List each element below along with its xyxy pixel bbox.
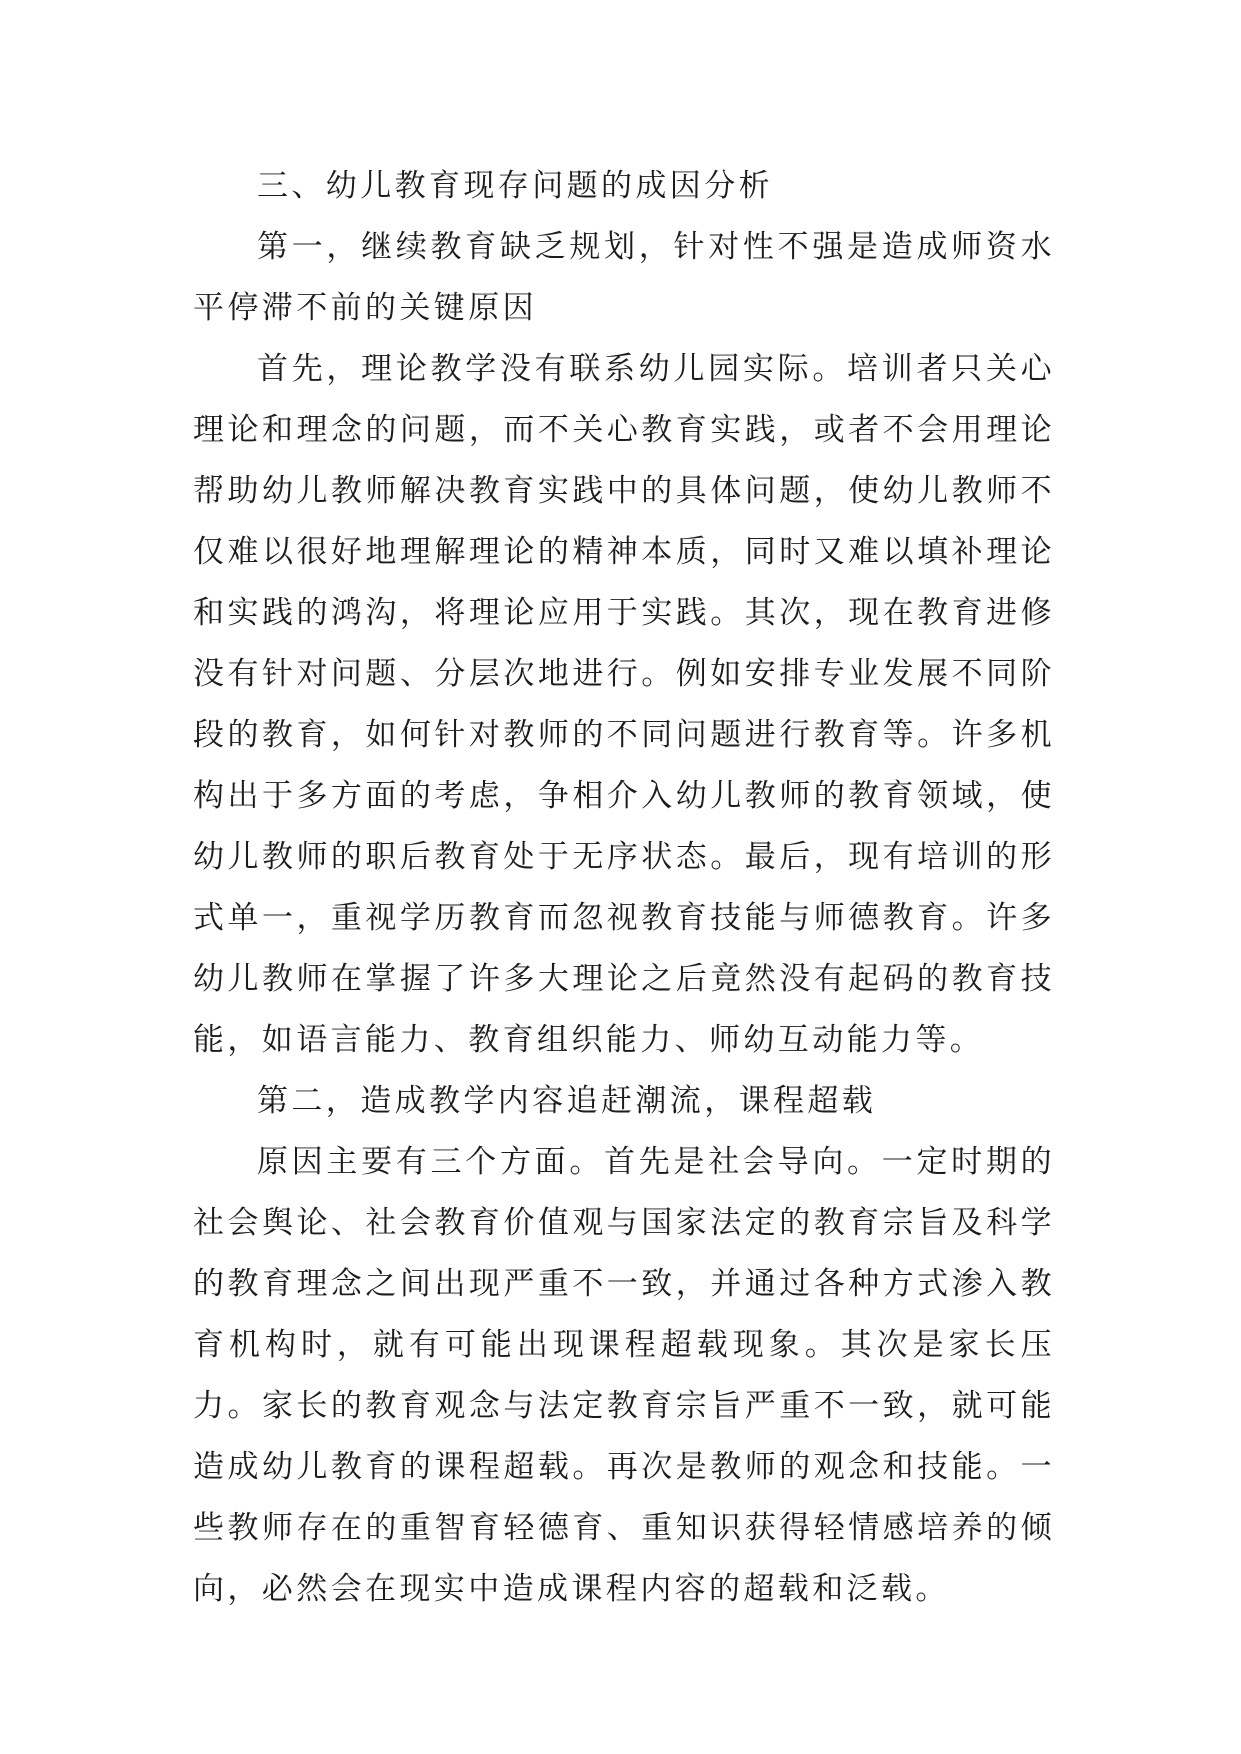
document-body (193, 156, 1055, 1620)
subheading-first: 第一，继续教育缺乏规划，针对性不强是造成师资水平停滞不前的关键原因 (193, 229, 1055, 326)
section-heading: 三、幼儿教育现存问题的成因分析 (257, 168, 773, 204)
subheading-second: 第二，造成教学内容追赶潮流，课程超载 (257, 1083, 877, 1119)
body-paragraph: 首先，理论教学没有联系幼儿园实际。培训者只关心理论和理念的问题，而不关心教育实践，或者不会用理论帮助幼儿教师解决教育实践中的具体问题，使幼儿教师不仅难以很好地理解理论的精神本质，同时又难以填补理论和实践的鸿沟，将理论应用于实践。其次，现在教育进修没有针对问题、分层次地进行。例如安排专业发展不同阶段的教育，如何针对教师的不同问题进行教育等。许多机构出于多方面的考虑，争相介入幼儿教师的教育领域，使幼儿教师的职后教育处于无序状态。最后，现有培训的形式单一，重视学历教育而忽视教育技能与师德教育。许多幼儿教师在掌握了许多大理论之后竟然没有起码的教育技能，如语言能力、教育组织能力、师幼互动能力等。 (193, 351, 1055, 1058)
body-paragraph: 原因主要有三个方面。首先是社会导向。一定时期的社会舆论、社会教育价值观与国家法定的教育宗旨及科学的教育理念之间出现严重不一致，并通过各种方式渗入教育机构时，就有可能出现课程超载现象。其次是家长压力。家长的教育观念与法定教育宗旨严重不一致，就可能造成幼儿教育的课程超载。再次是教师的观念和技能。一些教师存在的重智育轻德育、重知识获得轻情感培养的倾向，必然会在现实中造成课程内容的超载和泛载。 (193, 1144, 1055, 1607)
